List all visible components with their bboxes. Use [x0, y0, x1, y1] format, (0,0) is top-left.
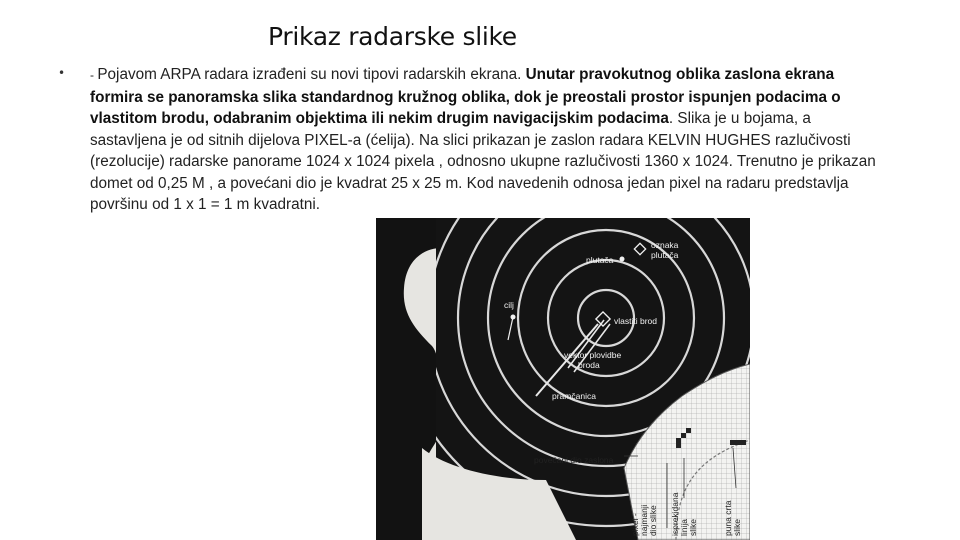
label-oznaka: oznaka — [651, 240, 679, 250]
label-vektor-1: vektor plovidbe — [564, 350, 622, 360]
text-bold: Unutar pravokutnog oblika zaslona ekrana formira se panoramska slika standardnog kružnog oblika, dok je preostali prostor ispunjen podacima o vlastitom brodu, odabranim objektima ili nekim drugim navigacijskim podacima — [90, 66, 841, 127]
buoy-marker — [620, 257, 625, 262]
label-ispr-3: slike — [688, 518, 698, 536]
text-intro: Pojavom ARPA radara izrađeni su novi tipovi radarskih ekrana. — [97, 66, 526, 83]
bullet-marker: • — [58, 66, 66, 80]
bullet-dash: - — [90, 68, 98, 82]
pixel-block — [676, 438, 681, 443]
label-povecani-dio: povećani dio zaslona — [534, 455, 614, 465]
pixel-block — [681, 433, 686, 438]
bullet-paragraph — [90, 64, 890, 216]
slide-title: Prikaz radarske slike — [268, 22, 517, 51]
label-vektor-2: broda — [578, 360, 600, 370]
label-plutaca-a: plutača — [586, 255, 614, 265]
label-puna-1: puna crta — [723, 500, 733, 536]
pixel-block — [686, 428, 691, 433]
label-plutaca-b: plutača — [651, 250, 679, 260]
label-cilj: cilj — [504, 300, 514, 310]
label-pixel-2: najmanji — [639, 504, 649, 536]
radar-screen-photo — [376, 218, 750, 540]
pixel-block — [676, 443, 681, 448]
pixel-line-block — [730, 440, 746, 445]
label-pixel-1: pixel - — [630, 513, 640, 536]
label-vlastiti-brod: vlastiti brod — [614, 316, 657, 326]
text-rest: . Slika je u bojama, a sastavljena je od sitnih dijelova PIXEL-a (ćelija). Na slici prikazan je zaslon radara KELVIN HUGHES razlučivosti (rezolucije) radarske panorame 1024 x 1024 pixela , odnosno ukupne razlučivosti 1360 x 1024. Trenutno je prikazan domet od 0,25 M , a povećani dio je kvadrat 25 x 25 m. Kod navedenih odnosa jedan pixel na radaru predstavlja površinu od 1 x 1 = 1 m kvadratni. — [90, 110, 876, 213]
label-pixel-3: dio slike — [648, 505, 658, 536]
label-ispr-2: linija — [679, 518, 689, 536]
label-puna-2: slike — [732, 518, 742, 536]
label-ispr-1: isprekidana — [670, 492, 680, 536]
radar-screen-illustration — [376, 218, 750, 540]
label-pramcanica: pramčanica — [552, 391, 596, 401]
